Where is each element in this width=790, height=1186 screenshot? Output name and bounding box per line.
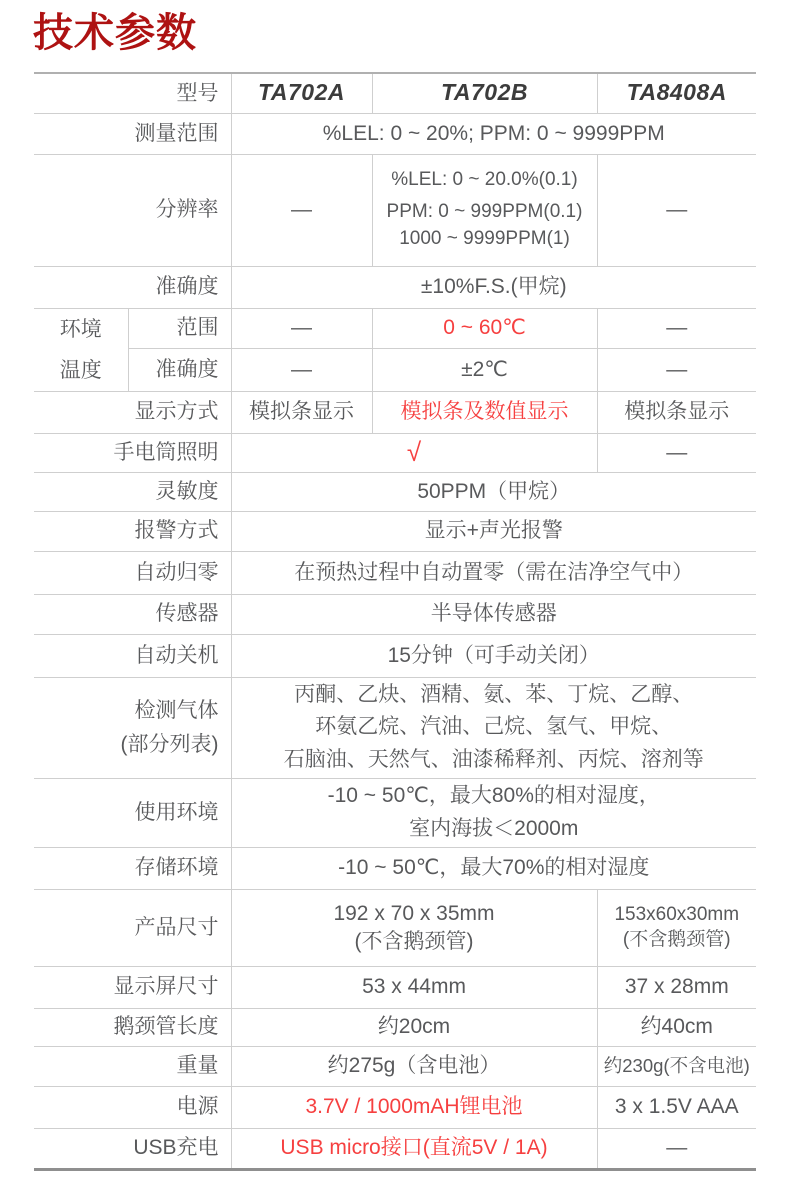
- table-row: [34, 966, 756, 1008]
- temp-range-ta8408a: —: [597, 308, 756, 348]
- auto-zero-value: 在预热过程中自动置零（需在洁净空气中）: [231, 551, 756, 594]
- table-row: [34, 1008, 756, 1046]
- table-row: [34, 511, 756, 551]
- resolution-line1: %LEL: 0 ~ 20.0%(0.1): [391, 168, 578, 190]
- flashlight-check-mark: √: [231, 433, 597, 472]
- temp-accuracy-label: 准确度: [128, 348, 231, 391]
- table-row: [34, 889, 756, 966]
- operating-env-value: [231, 778, 756, 847]
- temp-accuracy-ta8408a: —: [597, 348, 756, 391]
- dimensions-label: 产品尺寸: [34, 889, 231, 966]
- resolution-ta702a: —: [231, 154, 372, 266]
- auto-zero-label: 自动归零: [34, 551, 231, 594]
- power-ta702ab: 3.7V / 1000mAH锂电池: [231, 1086, 597, 1128]
- accuracy-value: ±10%F.S.(甲烷): [231, 266, 756, 308]
- operating-env-line2: 室内海拔＜2000m: [409, 816, 579, 840]
- table-row: [34, 391, 756, 433]
- table-row: [34, 73, 756, 113]
- gases-line1: 丙酮、乙炔、酒精、氨、苯、丁烷、乙醇、: [294, 682, 694, 706]
- table-row: [34, 634, 756, 677]
- table-row: [34, 778, 756, 847]
- usb-charging-label: USB充电: [34, 1128, 231, 1169]
- accuracy-label: 准确度: [34, 266, 231, 308]
- auto-off-value: 15分钟（可手动关闭）: [231, 634, 756, 677]
- env-temp-line2: 温度: [59, 358, 102, 382]
- temp-range-label: 范围: [128, 308, 231, 348]
- table-row: [34, 1086, 756, 1128]
- power-label: 电源: [34, 1086, 231, 1128]
- gooseneck-ta8408a: 约40cm: [597, 1008, 756, 1046]
- screen-size-ta8408a: 37 x 28mm: [597, 966, 756, 1008]
- detected-gases-label: [34, 677, 231, 778]
- resolution-ta8408a: —: [597, 154, 756, 266]
- table-row: [34, 1128, 756, 1169]
- model-name-ta702a: TA702A: [231, 73, 372, 113]
- storage-env-label: 存储环境: [34, 847, 231, 889]
- sensitivity-label: 灵敏度: [34, 472, 231, 511]
- gooseneck-length-label: 鹅颈管长度: [34, 1008, 231, 1046]
- flashlight-ta8408a: —: [597, 433, 756, 472]
- operating-env-line1: -10 ~ 50℃，最大80%的相对湿度，: [327, 783, 660, 807]
- measure-range-label: 测量范围: [34, 113, 231, 154]
- measure-range-value: %LEL: 0 ~ 20%; PPM: 0 ~ 9999PPM: [231, 113, 756, 154]
- sensor-label: 传感器: [34, 594, 231, 634]
- detected-gases-label-line2: (部分列表): [120, 733, 219, 756]
- storage-env-value: -10 ~ 50℃，最大70%的相对湿度: [231, 847, 756, 889]
- page-title: 技术参数: [33, 11, 197, 55]
- screen-size-ta702ab: 53 x 44mm: [231, 966, 597, 1008]
- operating-env-label: 使用环境: [34, 778, 231, 847]
- table-row: [34, 308, 756, 348]
- auto-off-label: 自动关机: [34, 634, 231, 677]
- gooseneck-ta702ab: 约20cm: [231, 1008, 597, 1046]
- weight-label: 重量: [34, 1046, 231, 1086]
- dimensions-ab-line1: 192 x 70 x 35mm: [333, 902, 495, 926]
- power-ta8408a: 3 x 1.5V AAA: [597, 1086, 756, 1128]
- model-name-ta8408a: TA8408A: [597, 73, 756, 113]
- weight-ta8408a: 约230g(不含电池): [597, 1046, 756, 1086]
- table-row: [34, 1046, 756, 1086]
- detected-gases-value: [231, 677, 756, 778]
- alarm-mode-label: 报警方式: [34, 511, 231, 551]
- sensitivity-value: 50PPM（甲烷）: [231, 472, 756, 511]
- dimensions-ta702ab: [231, 889, 597, 966]
- temp-range-ta702b: 0 ~ 60℃: [372, 308, 597, 348]
- dimensions-ta8408a: [597, 889, 756, 966]
- resolution-line2: PPM: 0 ~ 999PPM(0.1): [386, 200, 583, 222]
- dimensions-c-line1: 153x60x30mm: [614, 903, 740, 925]
- table-row: [34, 433, 756, 472]
- model-name-ta702b: TA702B: [372, 73, 597, 113]
- table-row: [34, 677, 756, 778]
- detected-gases-label-line1: 检测气体: [134, 698, 219, 722]
- table-row: [34, 551, 756, 594]
- display-mode-label: 显示方式: [34, 391, 231, 433]
- gases-line2: 环氨乙烷、汽油、己烷、氢气、甲烷、: [315, 715, 673, 739]
- env-temp-group-label: [34, 308, 128, 391]
- resolution-line3: 1000 ~ 9999PPM(1): [399, 228, 570, 250]
- screen-size-label: 显示屏尺寸: [34, 966, 231, 1008]
- table-row: [34, 594, 756, 634]
- temp-accuracy-ta702b: ±2℃: [372, 348, 597, 391]
- dimensions-ab-line2: (不含鹅颈管): [354, 929, 474, 953]
- temp-accuracy-ta702a: —: [231, 348, 372, 391]
- temp-range-ta702a: —: [231, 308, 372, 348]
- display-mode-ta702a: 模拟条显示: [231, 391, 372, 433]
- sensor-value: 半导体传感器: [231, 594, 756, 634]
- table-row: [34, 266, 756, 308]
- alarm-mode-value: 显示+声光报警: [231, 511, 756, 551]
- flashlight-label: 手电筒照明: [34, 433, 231, 472]
- usb-charging-ta8408a: —: [597, 1128, 756, 1169]
- env-temp-line1: 环境: [59, 317, 102, 341]
- table-row: [34, 472, 756, 511]
- table-row: [34, 348, 756, 391]
- dimensions-c-line2: (不含鹅颈管): [622, 928, 731, 950]
- model-row-label: 型号: [34, 73, 231, 113]
- display-mode-ta8408a: 模拟条显示: [597, 391, 756, 433]
- table-row: [34, 847, 756, 889]
- gases-line3: 石脑油、天然气、油漆稀释剂、丙烷、溶剂等: [283, 747, 704, 771]
- resolution-ta702b: [372, 154, 597, 266]
- weight-ta702ab: 约275g（含电池）: [231, 1046, 597, 1086]
- spec-table: [34, 72, 756, 1171]
- table-row: [34, 154, 756, 266]
- resolution-label: 分辨率: [34, 154, 231, 266]
- usb-charging-ta702ab: USB micro接口(直流5V / 1A): [231, 1128, 597, 1169]
- display-mode-ta702b: 模拟条及数值显示: [372, 391, 597, 433]
- table-row: [34, 113, 756, 154]
